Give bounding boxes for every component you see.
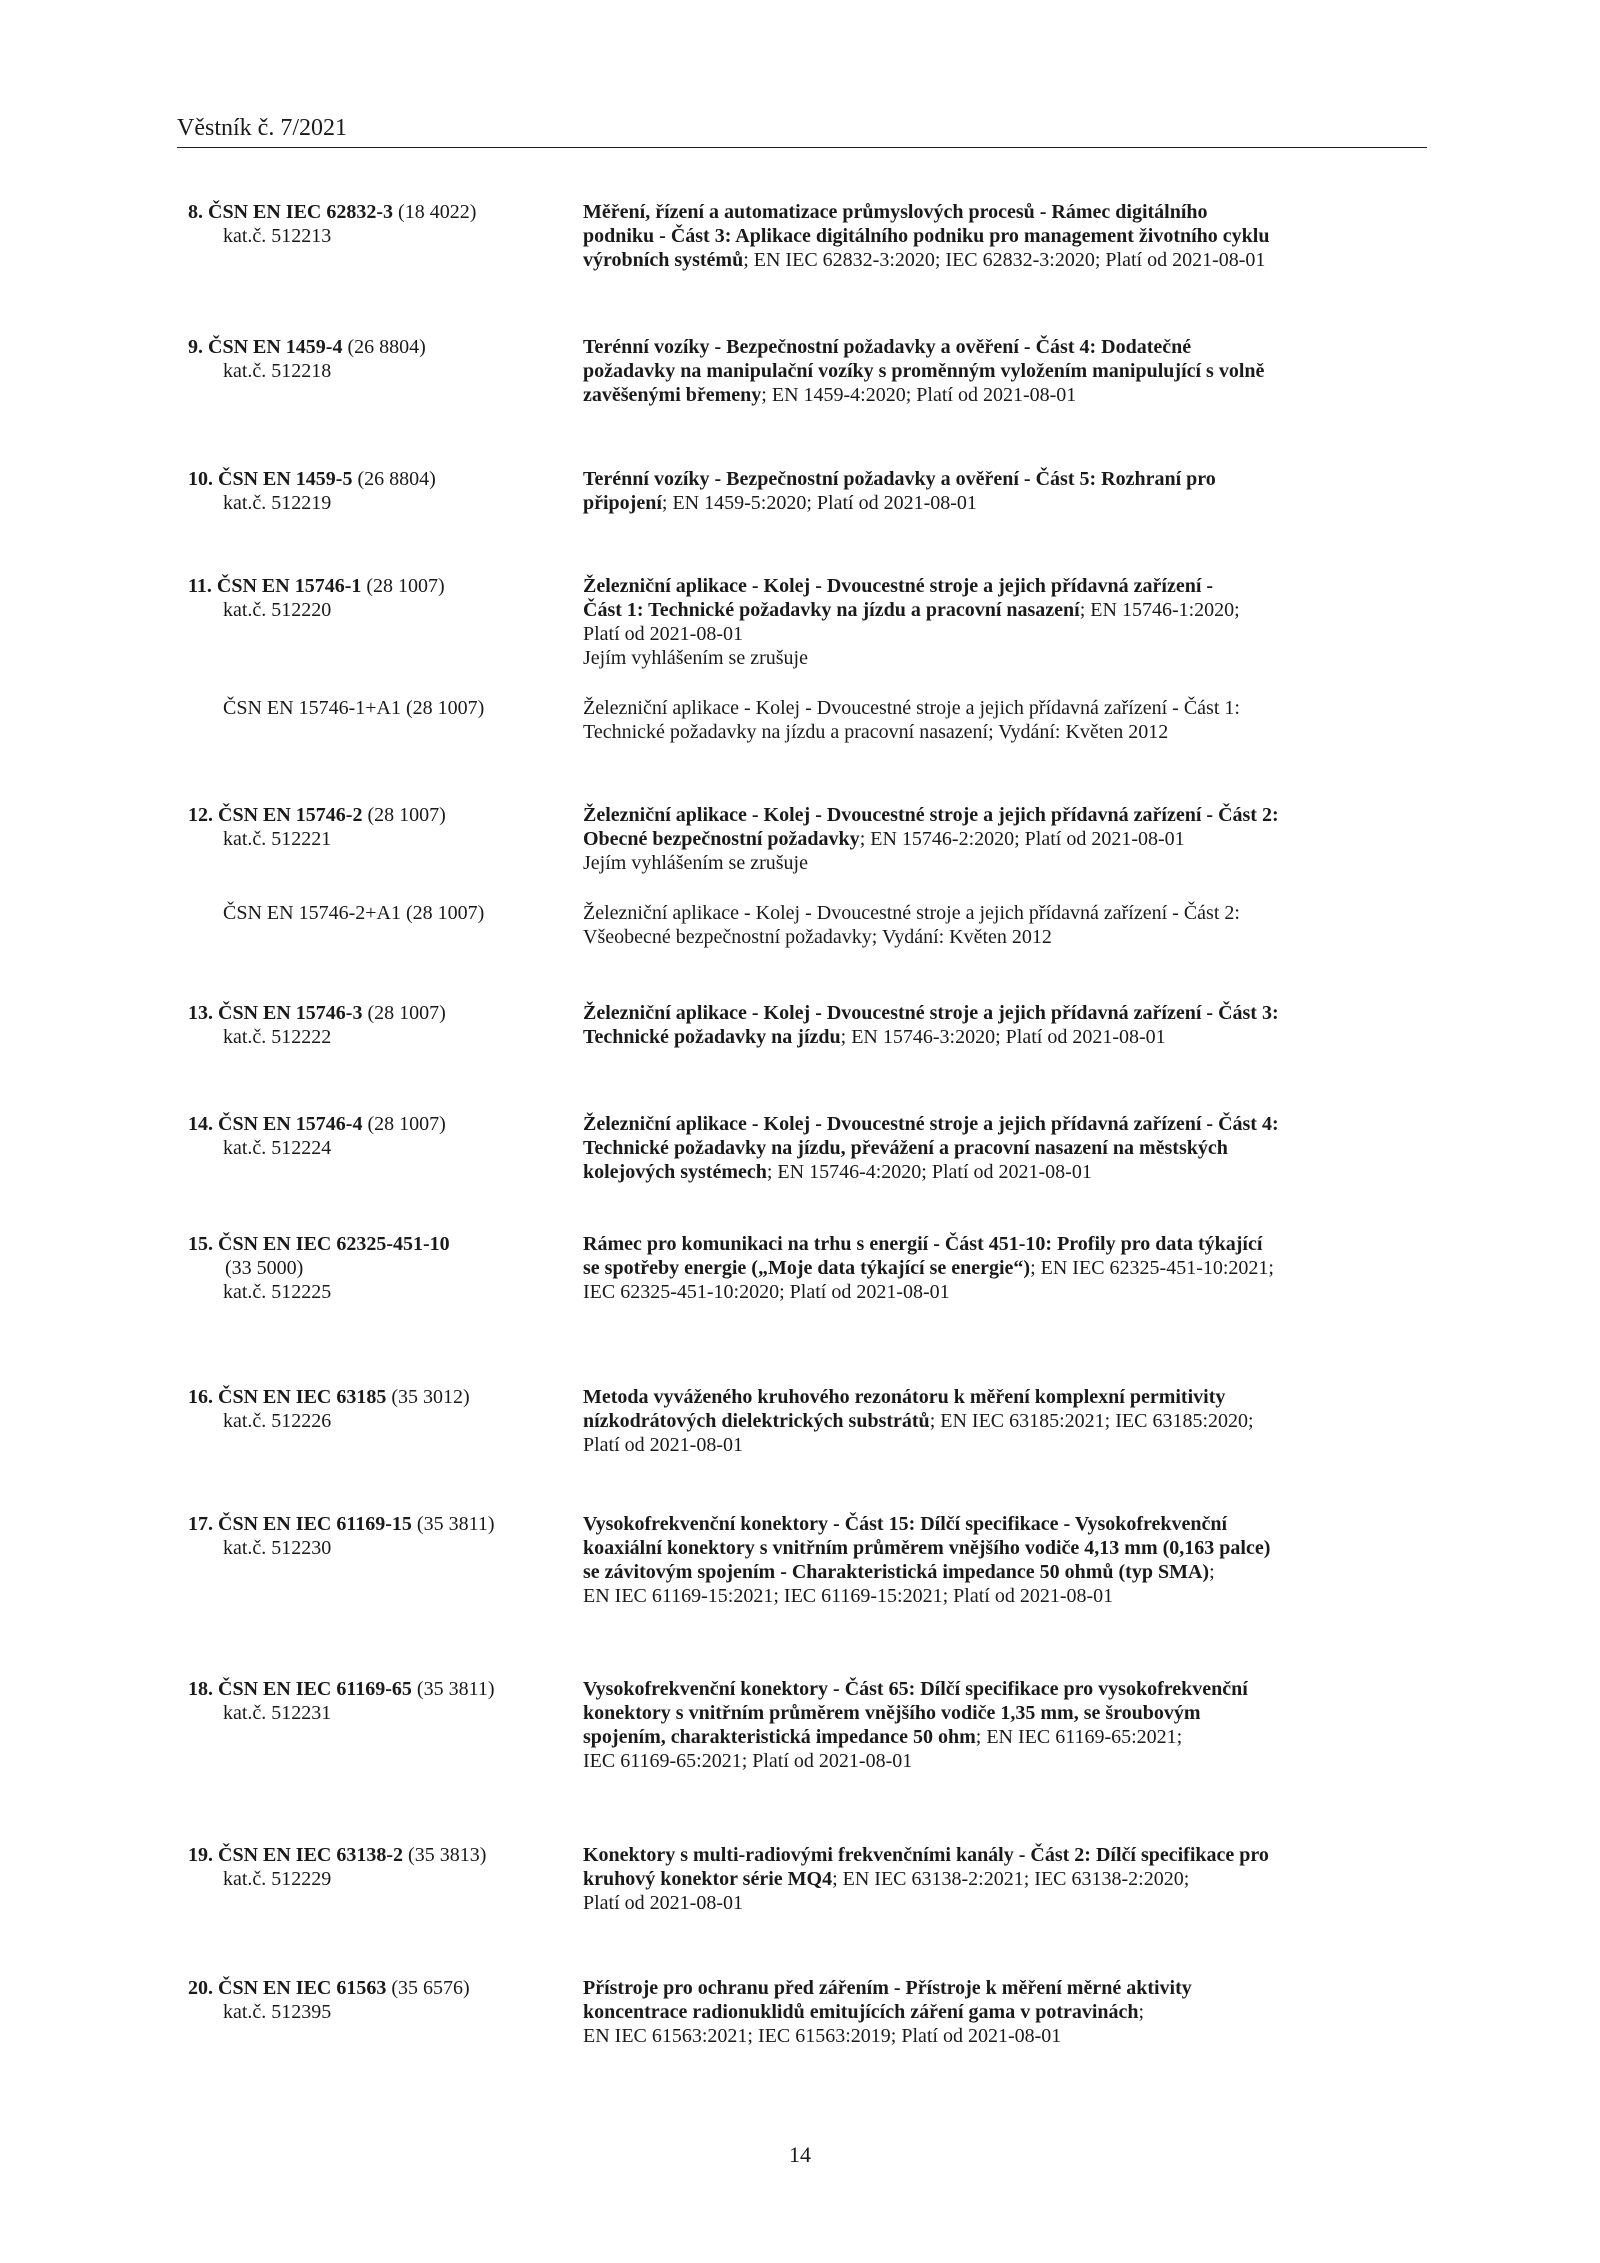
standard-title-text: Obecné bezpečnostní požadavky (583, 828, 860, 850)
catalog-number: kat.č. 512221 (223, 828, 332, 850)
entry-number: 10. (188, 468, 213, 490)
description-line: Železniční aplikace - Kolej - Dvoucestné stroje a jejich přídavná zařízení - Část 1: (583, 697, 1240, 719)
standard-meta-text: ; EN 15746-3:2020; Platí od 2021-08-01 (840, 1026, 1166, 1048)
page-number: 14 (789, 2142, 811, 2167)
standard-title-text: nízkodrátových dielektrických substrátů (583, 1410, 930, 1432)
withdrawn-standard-id: ČSN EN 15746-1+A1 (28 1007) (223, 697, 485, 719)
description-line (583, 1701, 1433, 1725)
standard-title-text: Technické požadavky na jízdu (583, 1026, 841, 1048)
standard-id-line (188, 1976, 568, 2000)
description-line (583, 1280, 1433, 1304)
description-line (583, 1409, 1433, 1433)
standard-description (583, 1976, 1433, 2048)
standard-title-text: připojení (583, 492, 662, 514)
description-line (583, 1536, 1433, 1560)
description-line (583, 467, 1433, 491)
entry-number: 19. (188, 1844, 213, 1866)
catalog-number: kat.č. 512222 (223, 1026, 332, 1048)
standard-description (583, 1112, 1433, 1184)
standard-title-text: se závitovým spojením - Charakteristická impedance 50 ohmů (typ SMA) (583, 1561, 1210, 1583)
description-line (583, 1232, 1433, 1256)
description-line (583, 1001, 1433, 1025)
catalog-number: kat.č. 512226 (223, 1410, 332, 1432)
standard-description (583, 1232, 1433, 1304)
description-line: Všeobecné bezpečnostní požadavky; Vydání: Květen 2012 (583, 926, 1052, 948)
standard-meta-text: ; EN IEC 62325-451-10:2021; (1030, 1257, 1274, 1279)
standard-title-text: Železniční aplikace - Kolej - Dvoucestné stroje a jejich přídavná zařízení - (583, 575, 1214, 597)
standard-title-text: kolejových systémech (583, 1161, 767, 1183)
catalog-number: kat.č. 512220 (223, 599, 332, 621)
description-line: Železniční aplikace - Kolej - Dvoucestné stroje a jejich přídavná zařízení - Část 2: (583, 902, 1240, 924)
standard-meta-text: IEC 62325-451-10:2020; Platí od 2021-08-01 (583, 1281, 950, 1303)
catalog-number: kat.č. 512218 (223, 360, 332, 382)
standard-id-block (188, 1001, 568, 1049)
standard-description (583, 335, 1433, 407)
description-line (583, 1256, 1433, 1280)
standard-title-text: Železniční aplikace - Kolej - Dvoucestné stroje a jejich přídavná zařízení - Část 3: (583, 1002, 1279, 1024)
catalog-number: kat.č. 512225 (223, 1281, 332, 1303)
entry-number: 8. (188, 201, 203, 223)
description-line (583, 598, 1433, 622)
bulletin-title: Věstník č. 7/2021 (177, 115, 347, 141)
standard-meta-text: ; EN IEC 63185:2021; IEC 63185:2020; (929, 1410, 1254, 1432)
entry-number: 14. (188, 1113, 213, 1135)
standard-title-text: koaxiální konektory s vnitřním průměrem vnějšího vodiče 4,13 mm (0,163 palce) (583, 1537, 1271, 1559)
standard-meta-text: Platí od 2021-08-01 (583, 623, 743, 645)
withdrawn-standard-description (583, 696, 1433, 744)
standard-meta-text: Platí od 2021-08-01 (583, 1434, 743, 1456)
standard-id-line (188, 335, 568, 359)
description-line (583, 1976, 1433, 2000)
standard-meta-text: ; (1138, 2001, 1145, 2023)
standard-title-text: zavěšenými břemeny (583, 384, 762, 406)
standard-code: ČSN EN 15746-2 (218, 804, 363, 826)
description-line (583, 1136, 1433, 1160)
standard-meta-text: ; EN IEC 62832-3:2020; IEC 62832-3:2020; Platí od 2021-08-01 (743, 249, 1266, 271)
standard-id-line (188, 1512, 568, 1536)
description-line (583, 1677, 1433, 1701)
standard-id-line (188, 1677, 568, 1701)
catalog-number: kat.č. 512230 (223, 1537, 332, 1559)
catalog-number: kat.č. 512395 (223, 2001, 332, 2023)
standard-code: ČSN EN 15746-3 (218, 1002, 363, 1024)
catalog-number: kat.č. 512224 (223, 1137, 332, 1159)
standard-title-text: koncentrace radionuklidů emitujících záření gama v potravinách (583, 2001, 1139, 2023)
standard-description (583, 1001, 1433, 1049)
description-line (583, 1843, 1433, 1867)
description-line (583, 1433, 1433, 1457)
standard-id-line (188, 1001, 568, 1025)
standard-id-block (188, 335, 568, 383)
page-header (177, 113, 1427, 148)
description-line (583, 1725, 1433, 1749)
description-line (583, 803, 1433, 827)
standard-code: ČSN EN IEC 63185 (218, 1386, 387, 1408)
description-line (583, 1112, 1433, 1136)
standard-title-text: Vysokofrekvenční konektory - Část 15: Dílčí specifikace - Vysokofrekvenční (583, 1513, 1228, 1535)
catalog-number: kat.č. 512213 (223, 225, 332, 247)
standard-id-block (188, 1677, 568, 1725)
description-line (583, 646, 1433, 670)
standard-title-text: Konektory s multi-radiovými frekvenčními kanály - Část 2: Dílčí specifikace pro (583, 1844, 1269, 1866)
standard-description (583, 1843, 1433, 1915)
classification-code: (28 1007) (362, 804, 446, 826)
standard-title-text: Železniční aplikace - Kolej - Dvoucestné stroje a jejich přídavná zařízení - Část 4: (583, 1113, 1279, 1135)
description-line (583, 1749, 1433, 1773)
standard-title-text: Technické požadavky na jízdu, převážení a pracovní nasazení na městských (583, 1137, 1228, 1159)
description-line (583, 1512, 1433, 1536)
entry-number: 9. (188, 336, 203, 358)
standard-title-text: Rámec pro komunikaci na trhu s energií - Část 451-10: Profily pro data týkající (583, 1233, 1263, 1255)
classification-code: (35 3811) (411, 1678, 495, 1700)
standard-description (583, 1512, 1433, 1608)
standard-id-line (188, 467, 568, 491)
standard-code: ČSN EN IEC 62325-451-10 (218, 1233, 450, 1255)
standard-meta-text: Platí od 2021-08-01 (583, 1892, 743, 1914)
standard-title-text: podniku - Část 3: Aplikace digitálního podniku pro management životního cyklu (583, 225, 1270, 247)
classification-code: (28 1007) (361, 575, 445, 597)
standard-meta-text: ; EN IEC 61169-65:2021; (975, 1726, 1183, 1748)
classification-code: (35 6576) (386, 1977, 470, 1999)
description-line (583, 335, 1433, 359)
description-line (583, 1160, 1433, 1184)
standard-id-line (188, 803, 568, 827)
classification-code: (26 8804) (342, 336, 426, 358)
standard-meta-text: ; EN 1459-5:2020; Platí od 2021-08-01 (661, 492, 977, 514)
standard-code: ČSN EN 15746-4 (218, 1113, 363, 1135)
standard-id-block (188, 1976, 568, 2024)
standard-meta-text: Jejím vyhlášením se zrušuje (583, 647, 808, 669)
entry-number: 13. (188, 1002, 213, 1024)
standard-id-line (188, 1385, 568, 1409)
description-line (583, 200, 1433, 224)
catalog-number: kat.č. 512219 (223, 492, 332, 514)
standard-id-block (188, 1843, 568, 1891)
description-line (583, 224, 1433, 248)
description-line (583, 1867, 1433, 1891)
catalog-number: kat.č. 512231 (223, 1702, 332, 1724)
standard-title-text: Metoda vyváženého kruhového rezonátoru k měření komplexní permitivity (583, 1386, 1226, 1408)
entry-number: 18. (188, 1678, 213, 1700)
standard-meta-text: IEC 61169-65:2021; Platí od 2021-08-01 (583, 1750, 913, 1772)
withdrawn-standard-description (583, 901, 1433, 949)
standard-description (583, 803, 1433, 875)
description-line (583, 2000, 1433, 2024)
standard-description (583, 467, 1433, 515)
description-line (583, 574, 1433, 598)
standard-title-text: Železniční aplikace - Kolej - Dvoucestné stroje a jejich přídavná zařízení - Část 2: (583, 804, 1279, 826)
classification-code: (35 3012) (386, 1386, 470, 1408)
standard-meta-text: ; EN 15746-2:2020; Platí od 2021-08-01 (859, 828, 1185, 850)
standard-id-block (188, 467, 568, 515)
entry-number: 16. (188, 1386, 213, 1408)
description-line (583, 2024, 1433, 2048)
standard-meta-text: ; EN 1459-4:2020; Platí od 2021-08-01 (761, 384, 1077, 406)
standard-title-text: požadavky na manipulační vozíky s proměnným vyložením manipulující s volně (583, 360, 1265, 382)
standard-id-block (188, 1385, 568, 1433)
classification-code: (28 1007) (362, 1113, 446, 1135)
standard-id-block (188, 200, 568, 248)
standard-meta-text: ; EN IEC 63138-2:2021; IEC 63138-2:2020; (832, 1868, 1190, 1890)
classification-code: (35 3813) (403, 1844, 487, 1866)
withdrawn-standard-id: ČSN EN 15746-2+A1 (28 1007) (223, 902, 485, 924)
description-line (583, 383, 1433, 407)
standard-meta-text: ; EN 15746-4:2020; Platí od 2021-08-01 (766, 1161, 1092, 1183)
standard-title-text: Terénní vozíky - Bezpečnostní požadavky a ověření - Část 5: Rozhraní pro (583, 468, 1216, 490)
entry-number: 12. (188, 804, 213, 826)
description-line (583, 248, 1433, 272)
standard-code: ČSN EN IEC 62832-3 (208, 201, 394, 223)
standard-id-block (188, 1232, 568, 1304)
description-line: Technické požadavky na jízdu a pracovní nasazení; Vydání: Květen 2012 (583, 721, 1169, 743)
standard-meta-text: ; EN 15746-1:2020; (1079, 599, 1240, 621)
standard-id-line (188, 200, 568, 224)
classification-code: (33 5000) (225, 1257, 304, 1279)
description-line (583, 1584, 1433, 1608)
standard-description (583, 574, 1433, 670)
standard-title-text: Vysokofrekvenční konektory - Část 65: Dílčí specifikace pro vysokofrekvenční (583, 1678, 1248, 1700)
standard-code: ČSN EN 15746-1 (216, 575, 362, 597)
standard-id-block (188, 1512, 568, 1560)
standard-description (583, 200, 1433, 272)
catalog-number: kat.č. 512229 (223, 1868, 332, 1890)
entry-number: 15. (188, 1233, 213, 1255)
standard-title-text: Přístroje pro ochranu před zářením - Přístroje k měření měrné aktivity (583, 1977, 1192, 1999)
standard-code: ČSN EN IEC 63138-2 (218, 1844, 404, 1866)
classification-code: (26 8804) (352, 468, 436, 490)
standard-id-line (188, 1112, 568, 1136)
description-line (583, 1891, 1433, 1915)
entry-number: 17. (188, 1513, 213, 1535)
classification-code: (28 1007) (362, 1002, 446, 1024)
standard-description (583, 1677, 1433, 1773)
standard-id-line (188, 1843, 568, 1867)
standard-id-block (188, 1112, 568, 1160)
standard-id-line (188, 574, 568, 598)
description-line (583, 622, 1433, 646)
description-line (583, 1560, 1433, 1584)
standard-title-text: kruhový konektor série MQ4 (583, 1868, 833, 1890)
description-line (583, 851, 1433, 875)
standard-title-text: Měření, řízení a automatizace průmyslových procesů - Rámec digitálního (583, 201, 1208, 223)
standard-title-text: se spotřeby energie („Moje data týkající se energie“) (583, 1257, 1031, 1279)
standard-title-text: spojením, charakteristická impedance 50 ohm (583, 1726, 976, 1748)
standard-id-block (188, 803, 568, 851)
standard-id-block (188, 574, 568, 622)
standard-code: ČSN EN IEC 61169-15 (218, 1513, 412, 1535)
standard-code: ČSN EN 1459-4 (208, 336, 343, 358)
standard-title-text: konektory s vnitřním průměrem vnějšího vodiče 1,35 mm, se šroubovým (583, 1702, 1201, 1724)
standard-title-text: Část 1: Technické požadavky na jízdu a pracovní nasazení (583, 599, 1080, 621)
standard-meta-text: EN IEC 61169-15:2021; IEC 61169-15:2021; Platí od 2021-08-01 (583, 1585, 1114, 1607)
standard-meta-text: Jejím vyhlášením se zrušuje (583, 852, 808, 874)
classification-code: (18 4022) (393, 201, 477, 223)
entry-number: 11. (188, 575, 212, 597)
standard-description (583, 1385, 1433, 1457)
description-line (583, 827, 1433, 851)
classification-code: (35 3811) (411, 1513, 495, 1535)
standard-meta-text: ; (1209, 1561, 1215, 1583)
standard-code: ČSN EN 1459-5 (218, 468, 353, 490)
standard-title-text: Terénní vozíky - Bezpečnostní požadavky a ověření - Část 4: Dodatečné (583, 336, 1192, 358)
standard-id-line (188, 1232, 568, 1256)
description-line (583, 1385, 1433, 1409)
description-line (583, 491, 1433, 515)
description-line (583, 359, 1433, 383)
description-line (583, 1025, 1433, 1049)
standard-title-text: výrobních systémů (583, 249, 744, 271)
standard-meta-text: EN IEC 61563:2021; IEC 61563:2019; Platí od 2021-08-01 (583, 2025, 1062, 2047)
standard-code: ČSN EN IEC 61169-65 (218, 1678, 412, 1700)
standard-code: ČSN EN IEC 61563 (218, 1977, 387, 1999)
entry-number: 20. (188, 1977, 213, 1999)
